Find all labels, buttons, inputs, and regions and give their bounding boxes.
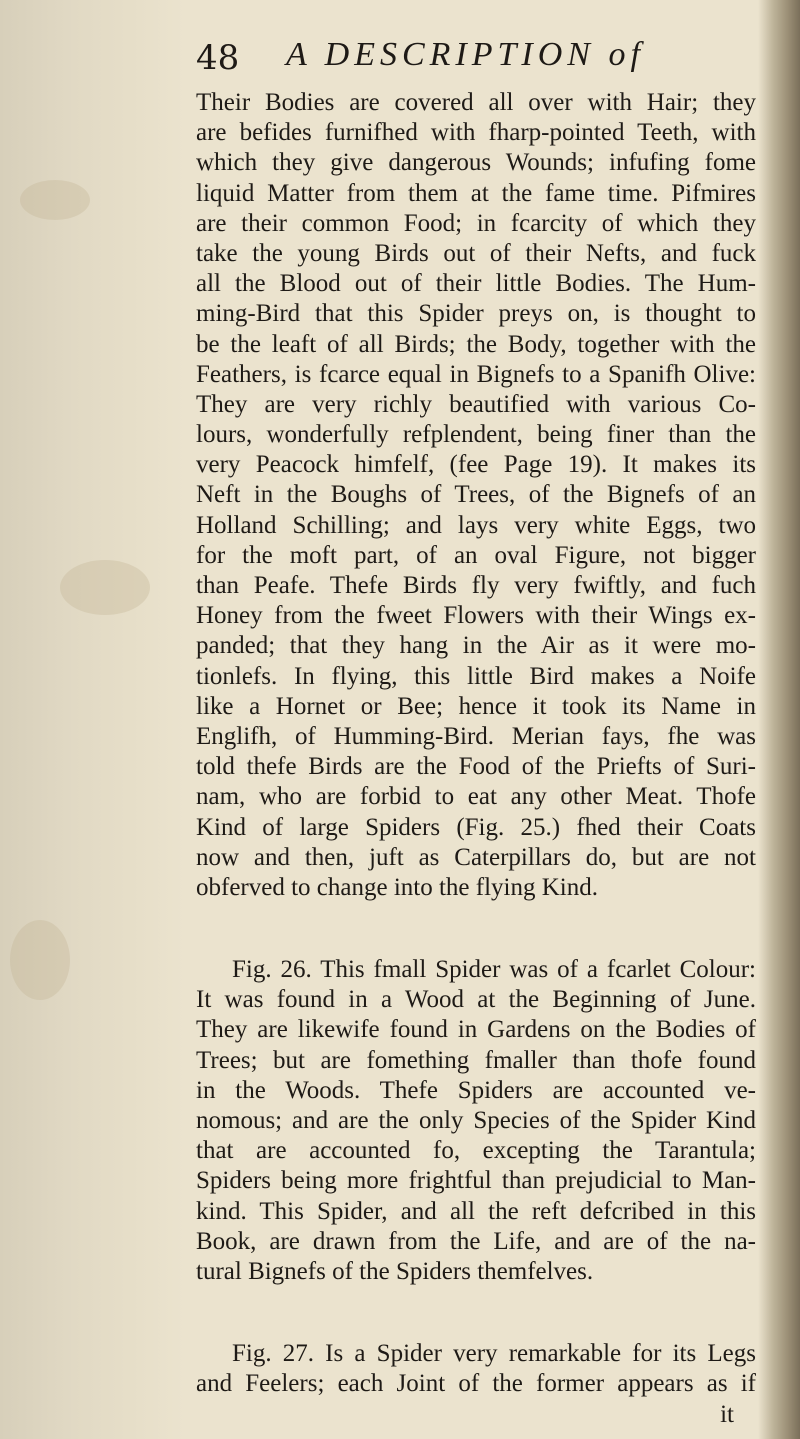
- page-header: [196, 30, 756, 90]
- text-line: take the young Birds out of their Nefts, and fuck: [196, 239, 756, 267]
- text-line: Kind of large Spiders (Fig. 25.) fhed their Coats: [196, 813, 756, 841]
- text-line: be the leaft of all Birds; the Body, together with the: [196, 330, 756, 358]
- page-body: [196, 88, 756, 1430]
- text-line: for the moft part, of an oval Figure, not bigger: [196, 541, 756, 569]
- text-line: ming-Bird that this Spider preys on, is thought to: [196, 300, 756, 328]
- book-page: [196, 10, 756, 1430]
- text-line: tionlefs. In flying, this little Bird makes a Noife: [196, 662, 756, 690]
- text-line: than Peafe. Thefe Birds fly very fwiftly, and fuch: [196, 572, 756, 599]
- paragraph: [196, 955, 756, 1287]
- text-line: Spiders being more frightful than prejudicial to Man-: [196, 1167, 756, 1195]
- text-line: Their Bodies are covered all over with Hair; they: [196, 89, 756, 116]
- text-line: that are accounted fo, excepting the Tarantula;: [196, 1137, 756, 1165]
- paragraph: [196, 1339, 756, 1399]
- text-line: It was found in a Wood at the Beginning of June.: [196, 986, 756, 1014]
- text-line: kind. This Spider, and all the reft defcribed in this: [196, 1197, 756, 1225]
- text-line: Honey from the fweet Flowers with their Wings ex-: [196, 602, 756, 630]
- text-line: like a Hornet or Bee; hence it took its Name in: [196, 692, 756, 720]
- text-line: They are likewife found in Gardens on the Bodies of: [196, 1016, 756, 1044]
- text-line: liquid Matter from them at the fame time. Pifmires: [196, 179, 756, 207]
- text-line: Book, are drawn from the Life, and are of the na-: [196, 1227, 756, 1255]
- paragraph-gap: [196, 1287, 756, 1339]
- catchword: it: [720, 1400, 734, 1428]
- left-page-edge: [0, 0, 185, 1439]
- text-line: Holland Schilling; and lays very white Eggs, two: [196, 511, 756, 539]
- page-number: 48: [196, 38, 240, 78]
- right-page-gutter: [758, 0, 800, 1439]
- text-line: and Feelers; each Joint of the former appears as if: [196, 1370, 756, 1398]
- paper-stain: [10, 920, 70, 1000]
- text-line: nomous; and are the only Species of the Spider Kind: [196, 1107, 756, 1134]
- paragraph: [196, 88, 756, 903]
- text-line: They are very richly beautified with various Co-: [196, 390, 756, 418]
- text-line: Neft in the Boughs of Trees, of the Bignefs of an: [196, 481, 756, 509]
- text-line: Trees; but are fomething fmaller than thofe found: [196, 1046, 756, 1074]
- text-line: Fig. 26. This fmall Spider was of a fcarlet Colour:: [232, 956, 756, 984]
- paper-stain: [20, 180, 90, 220]
- paper-stain: [60, 560, 150, 615]
- text-line: lours, wonderfully refplendent, being finer than the: [196, 421, 756, 449]
- text-line: are befides furnifhed with fharp-pointed Teeth, with: [196, 119, 756, 147]
- text-line: are their common Food; in fcarcity of which they: [196, 209, 756, 237]
- text-line: now and then, juft as Caterpillars do, but are not: [196, 843, 756, 871]
- text-line: Fig. 27. Is a Spider very remarkable for its Legs: [232, 1340, 756, 1368]
- text-line: Feathers, is fcarce equal in Bignefs to a Spanifh Olive:: [196, 360, 756, 388]
- text-line: told thefe Birds are the Food of the Priefts of Suri-: [196, 753, 756, 781]
- running-title: A DESCRIPTION of: [286, 36, 645, 73]
- text-line: all the Blood out of their little Bodies. The Hum-: [196, 270, 756, 298]
- text-line: Englifh, of Humming-Bird. Merian fays, fhe was: [196, 722, 756, 750]
- text-line: obferved to change into the flying Kind.: [196, 873, 598, 901]
- text-line: in the Woods. Thefe Spiders are accounted ve-: [196, 1076, 756, 1104]
- text-line: very Peacock himfelf, (fee Page 19). It makes its: [196, 451, 756, 479]
- text-line: which they give dangerous Wounds; infufing fome: [196, 149, 756, 177]
- text-line: panded; that they hang in the Air as it were mo-: [196, 632, 756, 660]
- text-line: nam, who are forbid to eat any other Meat. Thofe: [196, 783, 756, 811]
- text-line: tural Bignefs of the Spiders themfelves.: [196, 1257, 594, 1285]
- paragraph-gap: [196, 903, 756, 955]
